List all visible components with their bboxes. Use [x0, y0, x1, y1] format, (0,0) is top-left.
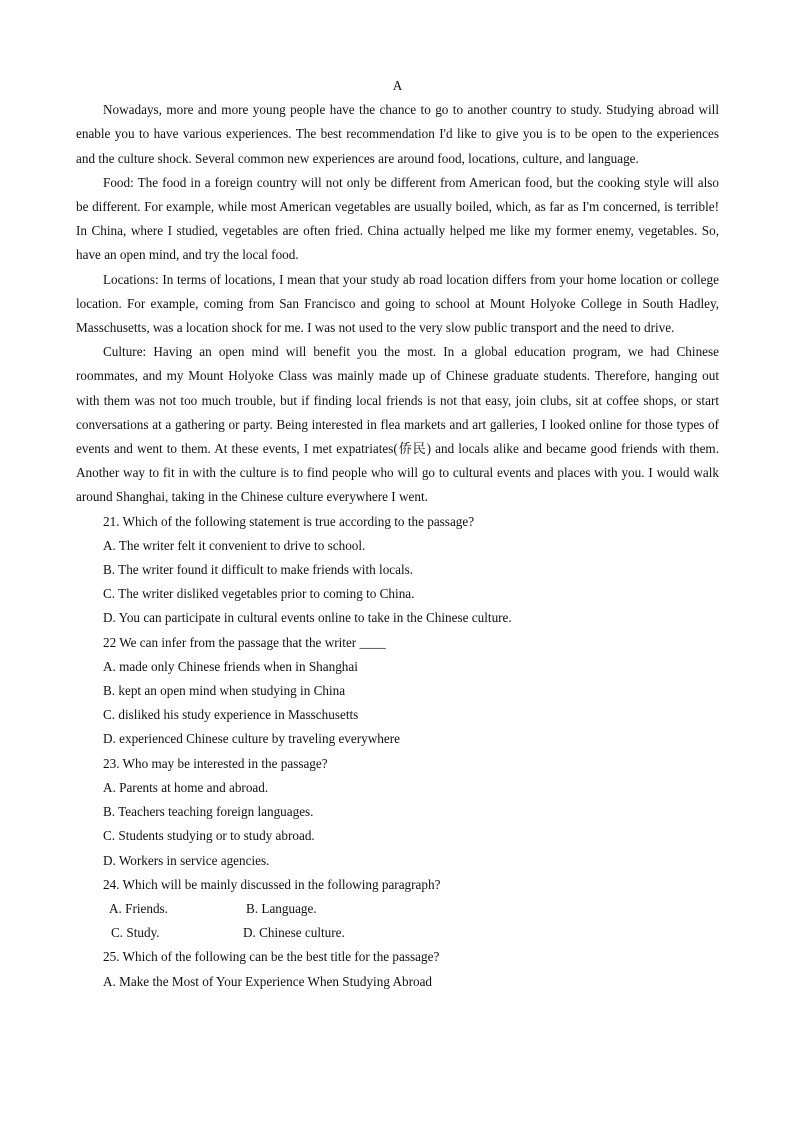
- question-23: [76, 752, 719, 873]
- option-b: B. The writer found it difficult to make friends with locals.: [103, 562, 414, 578]
- option-c: C. Study.: [111, 925, 160, 941]
- option-a: A. Parents at home and abroad.: [103, 779, 269, 795]
- option-a: A. made only Chinese friends when in Shanghai: [103, 658, 358, 674]
- option-d: D. Workers in service agencies.: [103, 852, 270, 868]
- question-24: [76, 873, 719, 946]
- option-a: A. The writer felt it convenient to drive to school.: [103, 537, 366, 553]
- paragraph-food: Food: The food in a foreign country will not only be different from American food, but the cooking style will also be different. For example, while most American vegetables are usually boiled, which, as far as I'm concerned, is terrible! In China, where I studied, vegetables are often fried. China actually helped me like my former enemy, vegetables. So, have an open mind, and try the local food.: [76, 174, 719, 263]
- question-22: [76, 631, 719, 752]
- options-row-cd: [76, 921, 719, 945]
- paragraph-locations: Locations: In terms of locations, I mean that your study ab road location differs from your home location or college location. For example, coming from San Francisco and going to school at Mount Holyoke College in South Hadley, Masschusetts, was a location shock for me. I was not used to the very slow public transport and the need to drive.: [76, 271, 719, 336]
- question-21: [76, 510, 719, 631]
- option-c: C. disliked his study experience in Masschusetts: [103, 707, 359, 723]
- option-c: C. Students studying or to study abroad.: [103, 828, 315, 844]
- options-row-ab: [76, 897, 719, 921]
- paragraph-intro: Nowadays, more and more young people have the chance to go to another country to study. Studying abroad will enable you to have various experiences. The best recommendation I'd like to give you is to be open to the experiences and the culture shock. Several common new experiences are around food, locations, culture, and language.: [76, 102, 719, 166]
- option-a: A. Friends.: [109, 900, 168, 916]
- option-d: D. Chinese culture.: [243, 925, 345, 941]
- option-b: B. kept an open mind when studying in China: [103, 683, 346, 699]
- question-stem: 24. Which will be mainly discussed in the following paragraph?: [103, 876, 441, 892]
- document-page: [76, 74, 719, 994]
- option-c: C. The writer disliked vegetables prior to coming to China.: [103, 586, 415, 602]
- question-stem: 23. Who may be interested in the passage?: [103, 755, 328, 771]
- passage-title: A: [392, 78, 403, 93]
- option-b: B. Teachers teaching foreign languages.: [103, 804, 314, 820]
- question-stem: 22 We can infer from the passage that the writer ____: [103, 634, 386, 650]
- option-d: D. experienced Chinese culture by traveling everywhere: [103, 731, 400, 747]
- question-stem: 21. Which of the following statement is true according to the passage?: [103, 513, 475, 529]
- option-b: B. Language.: [246, 900, 317, 916]
- option-a: A. Make the Most of Your Experience When Studying Abroad: [103, 973, 433, 989]
- question-25: [76, 945, 719, 993]
- option-d: D. You can participate in cultural events online to take in the Chinese culture.: [103, 610, 512, 626]
- paragraph-culture: Culture: Having an open mind will benefit you the most. In a global education program, we had Chinese roommates, and my Mount Holyoke Class was mainly made up of Chinese graduate students. Therefore, hanging out with them was not too much trouble, but if finding local friends is not that easy, join clubs, sit at coffee shops, or start conversations at a gathering or party. Being interested in flea markets and art galleries, I looked online for those types of events and went to them. At these events, I met expatriates(侨民) and locals alike and became good friends with them. Another way to fit in with the culture is to find people who will go to cultural events and places with you. I would walk around Shanghai, taking in the Chinese culture everywhere I went.: [76, 344, 719, 505]
- question-stem: 25. Which of the following can be the best title for the passage?: [103, 949, 440, 965]
